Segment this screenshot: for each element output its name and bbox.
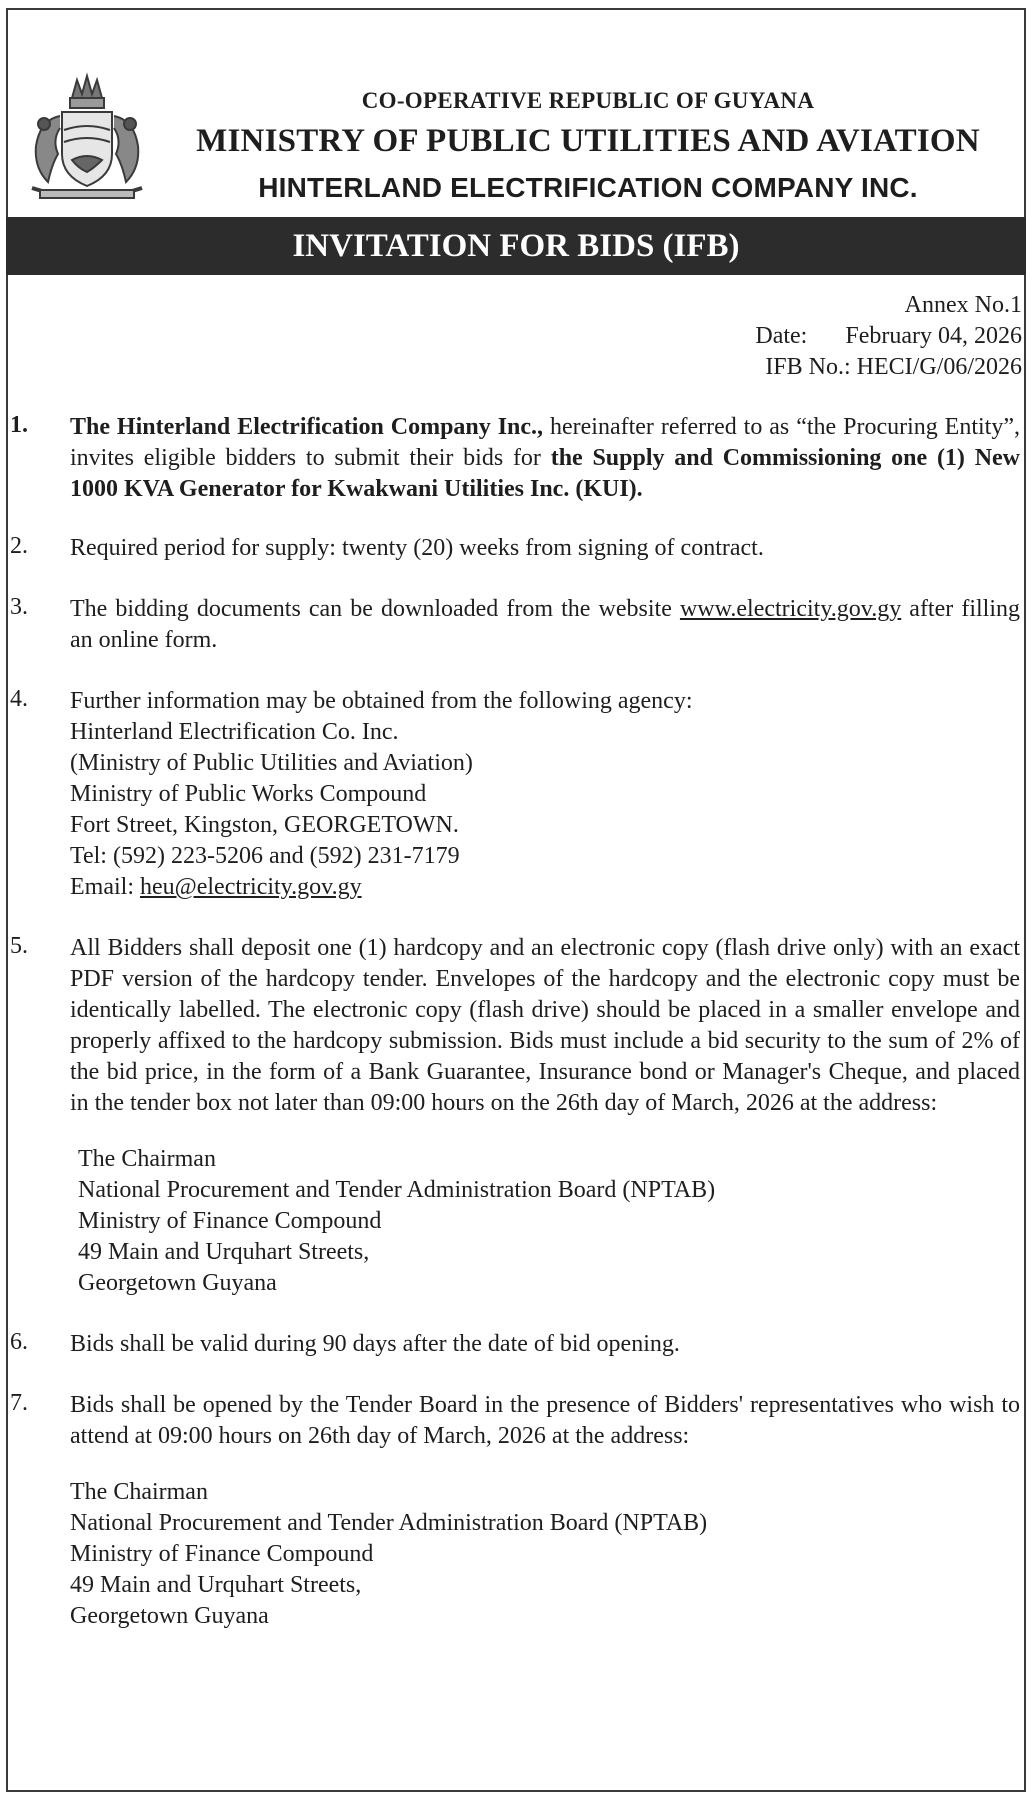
company-heading: HINTERLAND ELECTRIFICATION COMPANY INC. bbox=[258, 172, 918, 203]
procurement-subject: the Supply and Commissioning one (1) New 1000 KVA Generator for Kwakwani Utilities Inc. (KUI). bbox=[70, 445, 1021, 502]
agency-line: Hinterland Electrification Co. Inc. bbox=[70, 719, 399, 745]
clause-number: 4. bbox=[10, 686, 28, 712]
submission-address bbox=[78, 1144, 1020, 1299]
ministry-heading: MINISTRY OF PUBLIC UTILITIES AND AVIATION bbox=[196, 123, 980, 159]
clause-number: 5. bbox=[10, 933, 28, 959]
annex-number: Annex No.1 bbox=[904, 292, 1022, 318]
clause-6 bbox=[10, 1329, 1020, 1360]
date-line bbox=[755, 323, 1022, 350]
address-line: 49 Main and Urquhart Streets, bbox=[70, 1572, 362, 1598]
submission-instructions: All Bidders shall deposit one (1) hardcopy and an electronic copy (flash drive only) with an exact PDF version of the hardcopy tender. Envelopes of the hardcopy and the electronic copy must be identically labelled. The electronic copy (flash drive) should be placed in a smaller envelope and properly affixed to the hardcopy submission. Bids must include a bid security to the sum of 2% of the bid price, in the form of a Bank Guarantee, Insurance bond or Manager's Cheque, and placed in the tender box not later than 09:00 hours on the 26th day of March, 2026 at the address: bbox=[70, 935, 1020, 1116]
address-line: The Chairman bbox=[78, 1146, 216, 1172]
agency-email-line bbox=[70, 872, 1020, 903]
clause-number: 7. bbox=[10, 1390, 28, 1416]
clause-text: Required period for supply: twenty (20) weeks from signing of contract. bbox=[70, 535, 764, 561]
clause-text bbox=[70, 1390, 1020, 1632]
clause-text-part: The bidding documents can be downloaded from the website bbox=[70, 596, 680, 622]
address-line: National Procurement and Tender Administration Board (NPTAB) bbox=[70, 1510, 708, 1536]
agency-line: Further information may be obtained from the following agency: bbox=[70, 688, 693, 714]
agency-line: (Ministry of Public Utilities and Aviation) bbox=[70, 750, 473, 776]
email-label: Email: bbox=[70, 874, 140, 900]
website-link[interactable]: www.electricity.gov.gy bbox=[679, 596, 902, 622]
address-line: Georgetown Guyana bbox=[70, 1603, 269, 1629]
address-line: Georgetown Guyana bbox=[78, 1270, 277, 1296]
clause-2 bbox=[10, 533, 1020, 564]
clause-3 bbox=[10, 594, 1020, 656]
ifb-clauses bbox=[10, 412, 1020, 1662]
clause-text bbox=[70, 412, 1020, 505]
date-label: Date: bbox=[755, 323, 808, 349]
clause-5 bbox=[10, 933, 1020, 1299]
clause-text-part: after filling an online form. bbox=[70, 596, 1020, 653]
clause-text: Bids shall be valid during 90 days after the date of bid opening. bbox=[70, 1331, 680, 1357]
address-line: The Chairman bbox=[70, 1479, 208, 1505]
clause-text bbox=[70, 933, 1020, 1299]
clause-text bbox=[70, 594, 1020, 656]
clause-number: 6. bbox=[10, 1329, 28, 1355]
address-line: Ministry of Finance Compound bbox=[70, 1541, 374, 1567]
clause-number: 3. bbox=[10, 594, 28, 620]
agency-line: Ministry of Public Works Compound bbox=[70, 781, 427, 807]
country-heading: CO-OPERATIVE REPUBLIC OF GUYANA bbox=[361, 88, 815, 113]
clause-4 bbox=[10, 686, 1020, 903]
opening-address bbox=[70, 1477, 1020, 1632]
guyana-coat-of-arms-icon bbox=[22, 68, 152, 208]
date-value: February 04, 2026 bbox=[845, 323, 1022, 349]
ifb-banner: INVITATION FOR BIDS (IFB) bbox=[6, 217, 1026, 275]
opening-instructions: Bids shall be opened by the Tender Board in the presence of Bidders' representatives who wish to attend at 09:00 hours on 26th day of March, 2026 at the address: bbox=[70, 1392, 1020, 1449]
ifb-value: HECI/G/06/2026 bbox=[856, 354, 1022, 380]
clause-1 bbox=[10, 412, 1020, 505]
address-line: 49 Main and Urquhart Streets, bbox=[78, 1239, 370, 1265]
agency-contact bbox=[70, 686, 1020, 903]
ifb-number-line bbox=[765, 354, 1022, 381]
procuring-entity-name: The Hinterland Electrification Company Inc., bbox=[70, 414, 544, 440]
clause-number: 1. bbox=[10, 412, 28, 438]
clause-number: 2. bbox=[10, 533, 28, 559]
address-line: Ministry of Finance Compound bbox=[78, 1208, 382, 1234]
agency-line: Fort Street, Kingston, GEORGETOWN. bbox=[70, 812, 459, 838]
agency-phone: Tel: (592) 223-5206 and (592) 231-7179 bbox=[70, 843, 460, 869]
clause-text-part: hereinafter referred to as “the Procuring Entity”, invites eligible bidders to submit their bids for bbox=[70, 414, 1020, 471]
email-link[interactable]: heu@electricity.gov.gy bbox=[139, 874, 362, 900]
ifb-label: IFB No.: bbox=[765, 354, 851, 380]
clause-7 bbox=[10, 1390, 1020, 1632]
address-line: National Procurement and Tender Administration Board (NPTAB) bbox=[78, 1177, 716, 1203]
